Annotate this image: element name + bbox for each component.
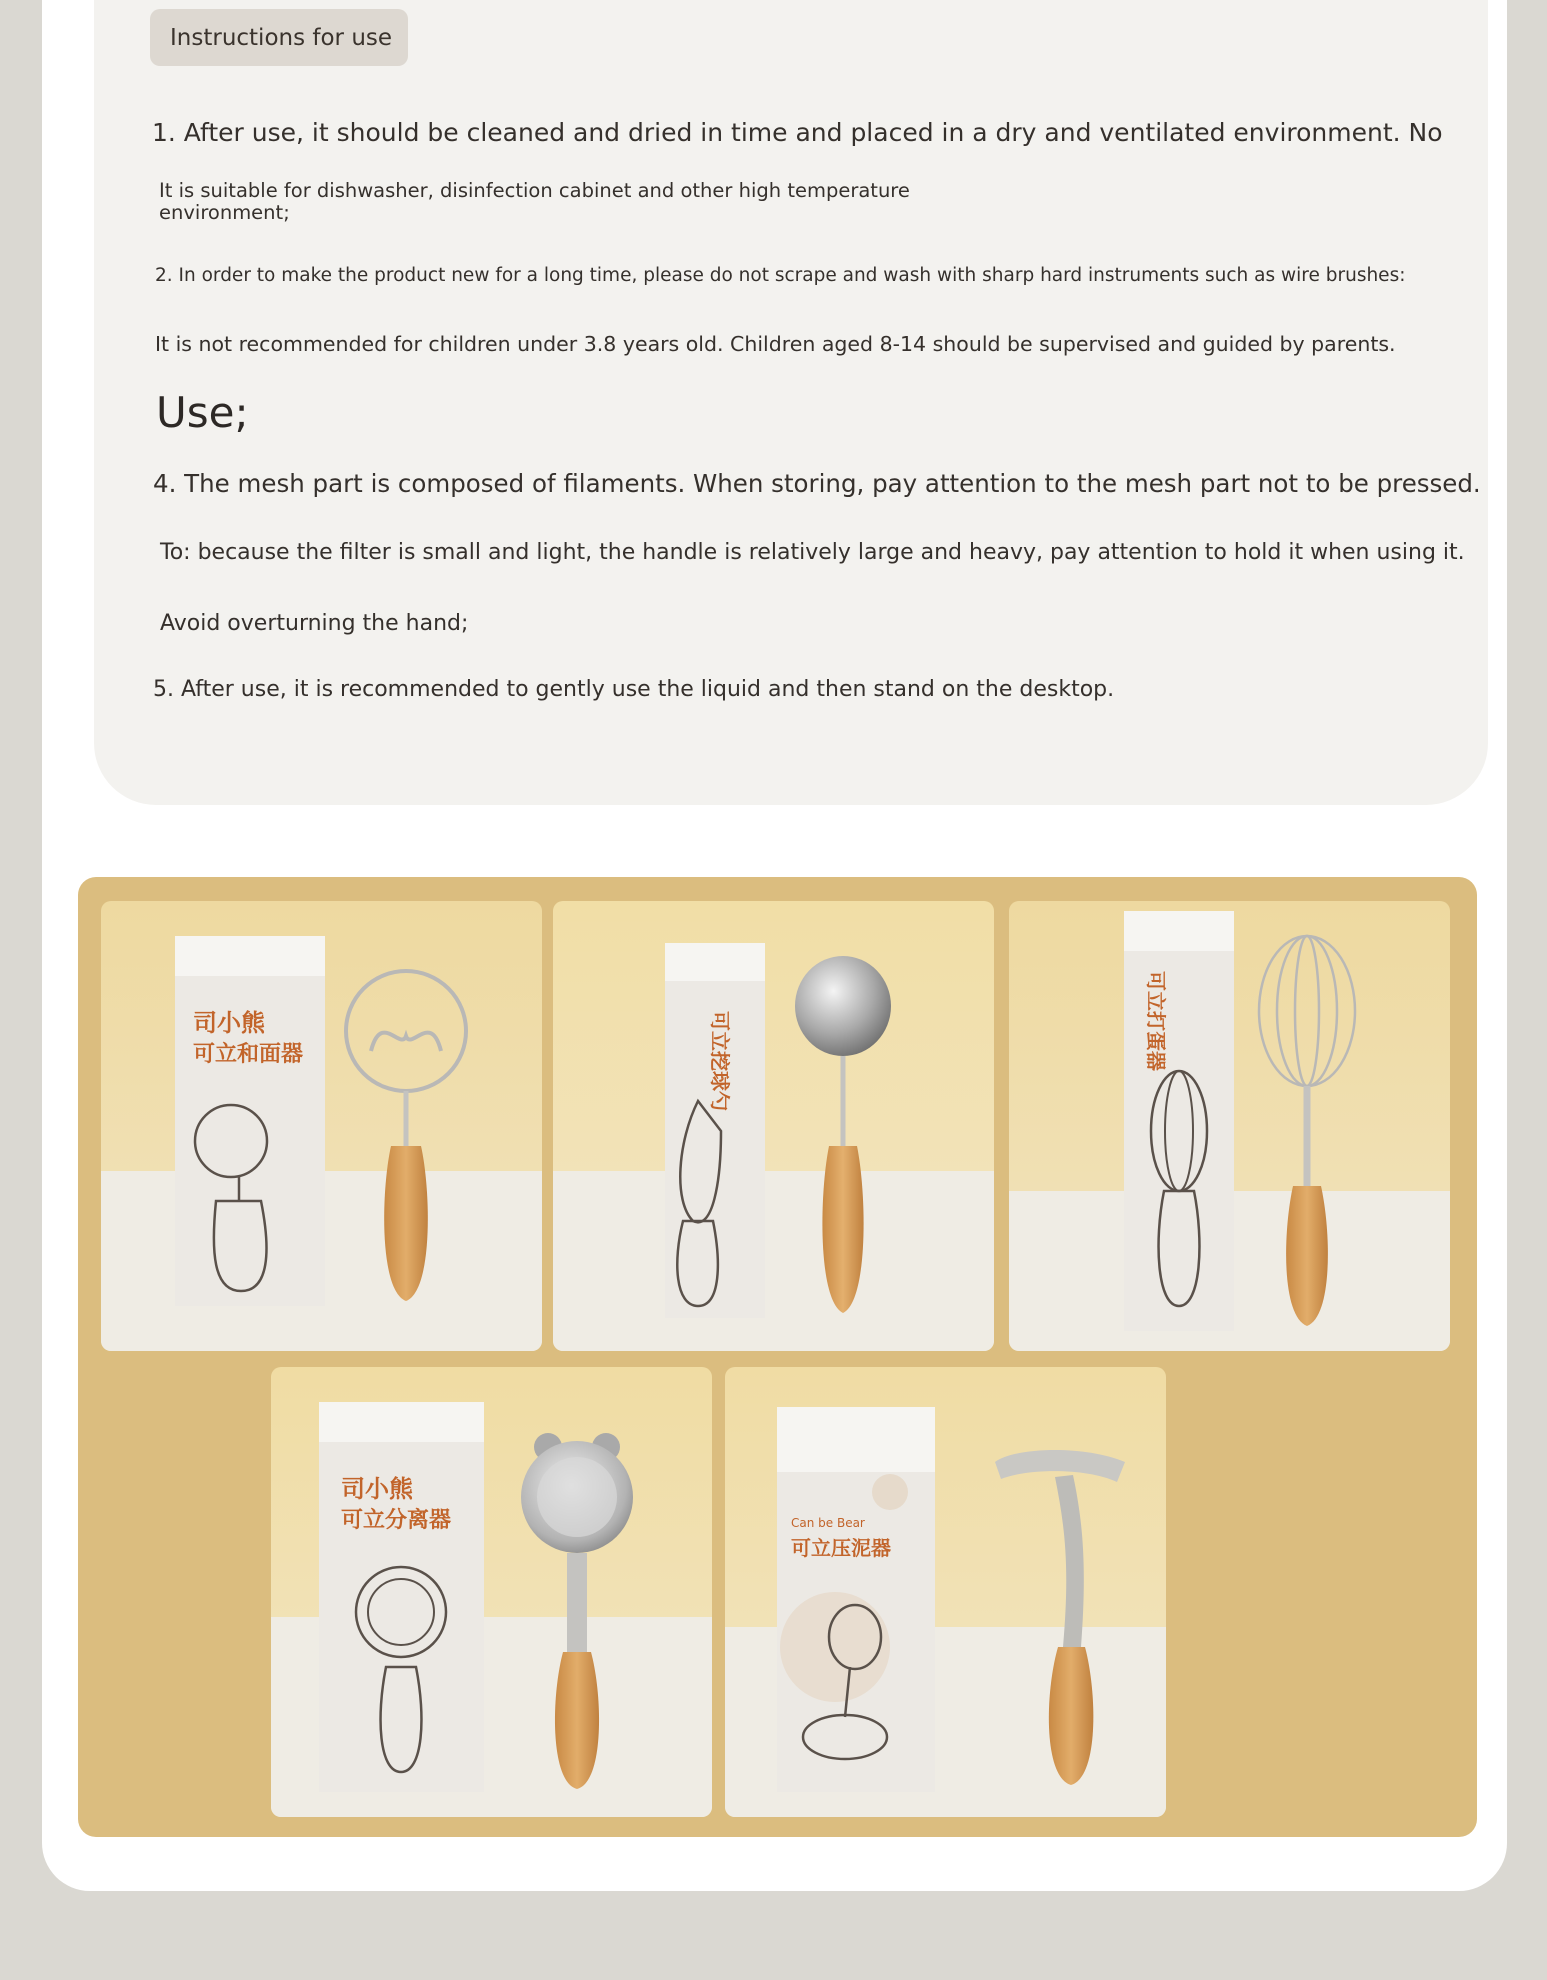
instructions-tag bbox=[150, 9, 408, 66]
product-gallery bbox=[78, 877, 1477, 1837]
instructions-tag-label: Instructions for use bbox=[170, 24, 393, 51]
box-small-text: Can be Bear bbox=[791, 1516, 865, 1530]
instruction-line-3: 2. In order to make the product new for a long time, please do not scrape and wash with sharp hard instruments such as wire brushes: bbox=[155, 265, 1406, 286]
instruction-line-4: It is not recommended for children under 3.8 years old. Children aged 8-14 should be supervised and guided by parents. bbox=[155, 332, 1396, 356]
box-title-line2: 可立分离器 bbox=[341, 1508, 452, 1533]
box-title-line2: 可立压泥器 bbox=[791, 1536, 891, 1560]
instruction-line-6: To: because the filter is small and light, the handle is relatively large and heavy, pay attention to hold it when using it. bbox=[160, 540, 1465, 565]
product-photo-ice-cream-scoop bbox=[553, 901, 994, 1351]
instruction-line-2: It is suitable for dishwasher, disinfection cabinet and other high temperature environment; bbox=[159, 179, 910, 224]
product-photo-egg-separator bbox=[271, 1367, 712, 1817]
instruction-line-1: 1. After use, it should be cleaned and dried in time and placed in a dry and ventilated environment. No bbox=[152, 118, 1443, 147]
instruction-line-7: Avoid overturning the hand; bbox=[160, 611, 469, 636]
box-title-line1: 司小熊 bbox=[193, 1009, 265, 1037]
product-photo-dough-whisk bbox=[101, 901, 542, 1351]
instruction-line-5: 4. The mesh part is composed of filaments. When storing, pay attention to the mesh part not to be pressed. bbox=[153, 469, 1481, 498]
use-heading: Use; bbox=[156, 388, 249, 437]
box-title-line2: 可立和面器 bbox=[193, 1042, 304, 1067]
box-title-vertical: 可立挖球勺 bbox=[708, 1011, 732, 1111]
box-title-vertical: 可立打蛋器 bbox=[1144, 971, 1168, 1071]
box-title-line1: 司小熊 bbox=[341, 1475, 413, 1503]
instruction-line-8: 5. After use, it is recommended to gently use the liquid and then stand on the desktop. bbox=[153, 677, 1115, 702]
product-photo-egg-whisk bbox=[1009, 901, 1450, 1351]
product-photo-potato-masher bbox=[725, 1367, 1166, 1817]
